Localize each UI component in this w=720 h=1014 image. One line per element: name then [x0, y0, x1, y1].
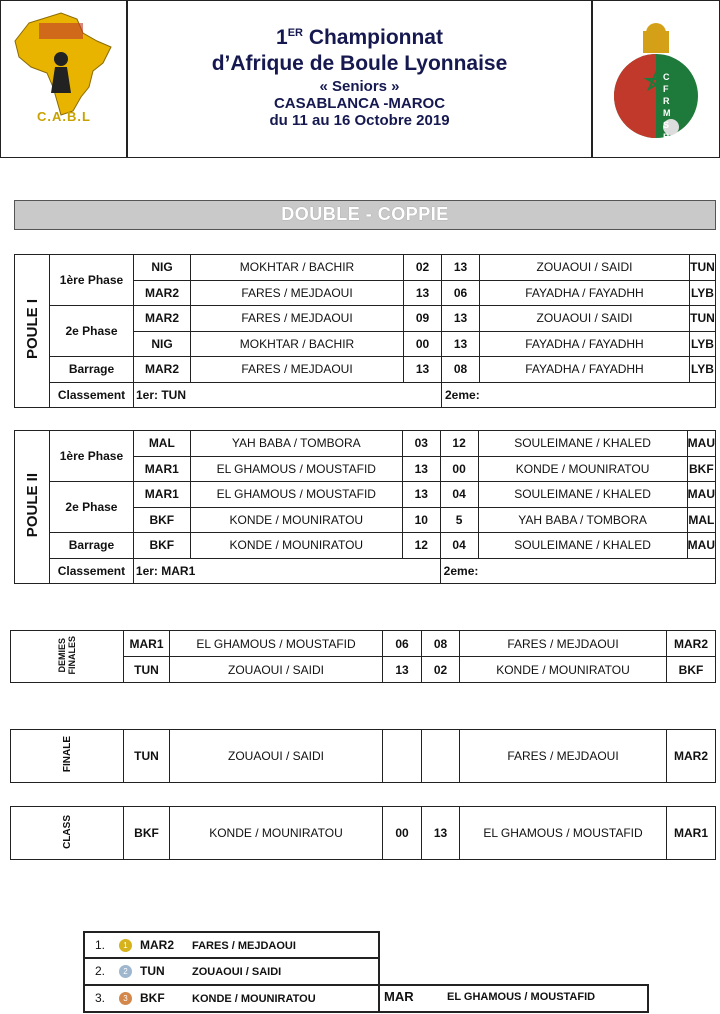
team-a: YAH BABA / TOMBORA — [190, 431, 402, 457]
code-b: LYB — [690, 357, 716, 383]
code-a: MAR2 — [134, 280, 191, 306]
team-b: ZOUAOUI / SAIDI — [480, 255, 690, 281]
score-b: 5 — [440, 507, 478, 533]
team-a: FARES / MEJDAOUI — [191, 280, 404, 306]
score-a: 09 — [404, 306, 442, 332]
score-a: 12 — [402, 533, 440, 559]
team-b: SOULEIMANE / KHALED — [478, 533, 687, 559]
score-a: 03 — [402, 431, 440, 457]
code-a: MAR1 — [133, 456, 190, 482]
class-table — [10, 806, 716, 860]
title-line1: 1ER Championnat — [276, 26, 443, 49]
medal-icon: 1 — [119, 939, 132, 952]
code-a: MAR1 — [133, 482, 190, 508]
code-a: NIG — [134, 255, 191, 281]
africa-map-icon — [1, 1, 127, 157]
table-row — [15, 482, 716, 508]
code-b: MAU — [687, 482, 715, 508]
score-a: 13 — [383, 657, 422, 683]
code-a: BKF — [133, 533, 190, 559]
team-a: ZOUAOUI / SAIDI — [170, 730, 383, 783]
podium-row — [95, 959, 281, 983]
pool-label: POULE I — [15, 255, 50, 408]
code-a: MAR2 — [134, 357, 191, 383]
classement-second: 2eme: — [442, 382, 716, 408]
podium-code: TUN — [140, 964, 165, 978]
pool-1-section — [14, 254, 716, 408]
pool-table — [14, 254, 716, 408]
crest-icon — [593, 1, 719, 157]
podium-extra-code: MAR — [384, 989, 414, 1004]
score-b: 08 — [422, 631, 460, 657]
podium-rank: 3. — [95, 991, 106, 1005]
podium-row — [95, 986, 316, 1010]
table-row — [15, 255, 716, 281]
code-a: MAR2 — [134, 306, 191, 332]
code-b: MAL — [687, 507, 715, 533]
demies-label: DEMIES FINALES — [11, 631, 124, 683]
code-b: TUN — [690, 306, 716, 332]
phase-label: 1ère Phase — [50, 255, 134, 306]
section-banner: DOUBLE - COPPIE — [14, 200, 716, 230]
classement-second: 2eme: — [440, 558, 715, 584]
demies-finales-section — [10, 630, 716, 683]
score-b: 13 — [442, 331, 480, 357]
score-b: 08 — [442, 357, 480, 383]
score-a: 02 — [404, 255, 442, 281]
phase-label: 2e Phase — [50, 306, 134, 357]
frmsbs-crest — [593, 1, 719, 157]
classement-first: 1er: MAR1 — [133, 558, 440, 584]
classement-first: 1er: TUN — [134, 382, 442, 408]
classement-row — [15, 558, 716, 584]
phase-label: Barrage — [50, 357, 134, 383]
pool-2-section — [14, 430, 716, 584]
classement-row — [15, 382, 716, 408]
phase-label: Barrage — [50, 533, 134, 559]
code-a: MAR1 — [124, 631, 170, 657]
team-b: FARES / MEJDAOUI — [460, 730, 667, 783]
title-line5: du 11 au 16 Octobre 2019 — [269, 112, 450, 129]
title-line2: d’Afrique de Boule Lyonnaise — [211, 52, 508, 75]
score-a: 13 — [404, 280, 442, 306]
code-b: MAU — [687, 533, 715, 559]
podium-rank: 1. — [95, 938, 106, 952]
team-a: EL GHAMOUS / MOUSTAFID — [190, 482, 402, 508]
classement-label: Classement — [50, 382, 134, 408]
code-a: TUN — [124, 657, 170, 683]
table-row — [15, 306, 716, 332]
pool-table — [14, 430, 716, 584]
team-b: SOULEIMANE / KHALED — [478, 482, 687, 508]
table-row — [11, 807, 716, 860]
team-b: FARES / MEJDAOUI — [460, 631, 667, 657]
team-b: FAYADHA / FAYADHH — [480, 357, 690, 383]
team-a: ZOUAOUI / SAIDI — [170, 657, 383, 683]
code-b: MAU — [687, 431, 715, 457]
code-a: BKF — [133, 507, 190, 533]
podium-row — [95, 933, 296, 957]
code-a: TUN — [124, 730, 170, 783]
podium-rank: 2. — [95, 964, 106, 978]
podium-code: BKF — [140, 991, 165, 1005]
score-b: 13 — [442, 306, 480, 332]
team-b: EL GHAMOUS / MOUSTAFID — [460, 807, 667, 860]
team-a: MOKHTAR / BACHIR — [191, 331, 404, 357]
team-b: FAYADHA / FAYADHH — [480, 280, 690, 306]
phase-label: 2e Phase — [50, 482, 134, 533]
header — [0, 0, 720, 158]
finale-section — [10, 729, 716, 783]
score-b: 04 — [440, 533, 478, 559]
finale-table — [10, 729, 716, 783]
podium-team: KONDE / MOUNIRATOU — [192, 993, 316, 1005]
team-b: SOULEIMANE / KHALED — [478, 431, 687, 457]
score-a: 00 — [383, 807, 422, 860]
class-section — [10, 806, 716, 860]
team-a: KONDE / MOUNIRATOU — [190, 533, 402, 559]
score-b — [422, 730, 460, 783]
team-b: YAH BABA / TOMBORA — [478, 507, 687, 533]
score-b: 02 — [422, 657, 460, 683]
team-b: ZOUAOUI / SAIDI — [480, 306, 690, 332]
title-line3: « Seniors » — [319, 78, 400, 95]
score-b: 13 — [442, 255, 480, 281]
table-row — [15, 357, 716, 383]
code-b: MAR2 — [667, 730, 716, 783]
score-a: 10 — [402, 507, 440, 533]
team-b: FAYADHA / FAYADHH — [480, 331, 690, 357]
team-a: EL GHAMOUS / MOUSTAFID — [170, 631, 383, 657]
code-b: BKF — [687, 456, 715, 482]
team-a: EL GHAMOUS / MOUSTAFID — [190, 456, 402, 482]
table-row — [15, 533, 716, 559]
score-b: 06 — [442, 280, 480, 306]
class-label: CLASS — [11, 807, 124, 860]
team-a: KONDE / MOUNIRATOU — [170, 807, 383, 860]
code-b: BKF — [667, 657, 716, 683]
podium-extra-team: EL GHAMOUS / MOUSTAFID — [447, 991, 596, 1003]
podium-team: FARES / MEJDAOUI — [192, 940, 296, 952]
code-a: MAL — [133, 431, 190, 457]
score-b: 12 — [440, 431, 478, 457]
championship-title — [128, 1, 591, 157]
code-b: TUN — [690, 255, 716, 281]
crest-letters: C F R M S B S — [663, 72, 671, 154]
code-b: MAR2 — [667, 631, 716, 657]
classement-label: Classement — [50, 558, 134, 584]
score-b: 04 — [440, 482, 478, 508]
medal-icon: 2 — [119, 965, 132, 978]
score-a: 13 — [402, 482, 440, 508]
score-a: 13 — [404, 357, 442, 383]
finale-label: FINALE — [11, 730, 124, 783]
table-row — [11, 730, 716, 783]
score-a: 00 — [404, 331, 442, 357]
podium-code: MAR2 — [140, 938, 175, 952]
demies-table — [10, 630, 716, 683]
pool-label: POULE II — [15, 431, 50, 584]
score-a — [383, 730, 422, 783]
code-a: NIG — [134, 331, 191, 357]
table-row — [15, 431, 716, 457]
code-b: LYB — [690, 280, 716, 306]
phase-label: 1ère Phase — [50, 431, 134, 482]
title-line4: CASABLANCA -MAROC — [273, 95, 446, 112]
score-a: 13 — [402, 456, 440, 482]
code-b: MAR1 — [667, 807, 716, 860]
team-a: FARES / MEJDAOUI — [191, 357, 404, 383]
team-a: KONDE / MOUNIRATOU — [190, 507, 402, 533]
cabl-caption: C.A.B.L — [37, 109, 91, 124]
score-b: 00 — [440, 456, 478, 482]
cabl-logo — [1, 1, 127, 157]
table-row — [11, 631, 716, 657]
score-a: 06 — [383, 631, 422, 657]
team-b: KONDE / MOUNIRATOU — [460, 657, 667, 683]
team-a: MOKHTAR / BACHIR — [191, 255, 404, 281]
score-b: 13 — [422, 807, 460, 860]
code-a: BKF — [124, 807, 170, 860]
medal-icon: 3 — [119, 992, 132, 1005]
podium-team: ZOUAOUI / SAIDI — [192, 966, 282, 978]
team-a: FARES / MEJDAOUI — [191, 306, 404, 332]
team-b: KONDE / MOUNIRATOU — [478, 456, 687, 482]
code-b: LYB — [690, 331, 716, 357]
